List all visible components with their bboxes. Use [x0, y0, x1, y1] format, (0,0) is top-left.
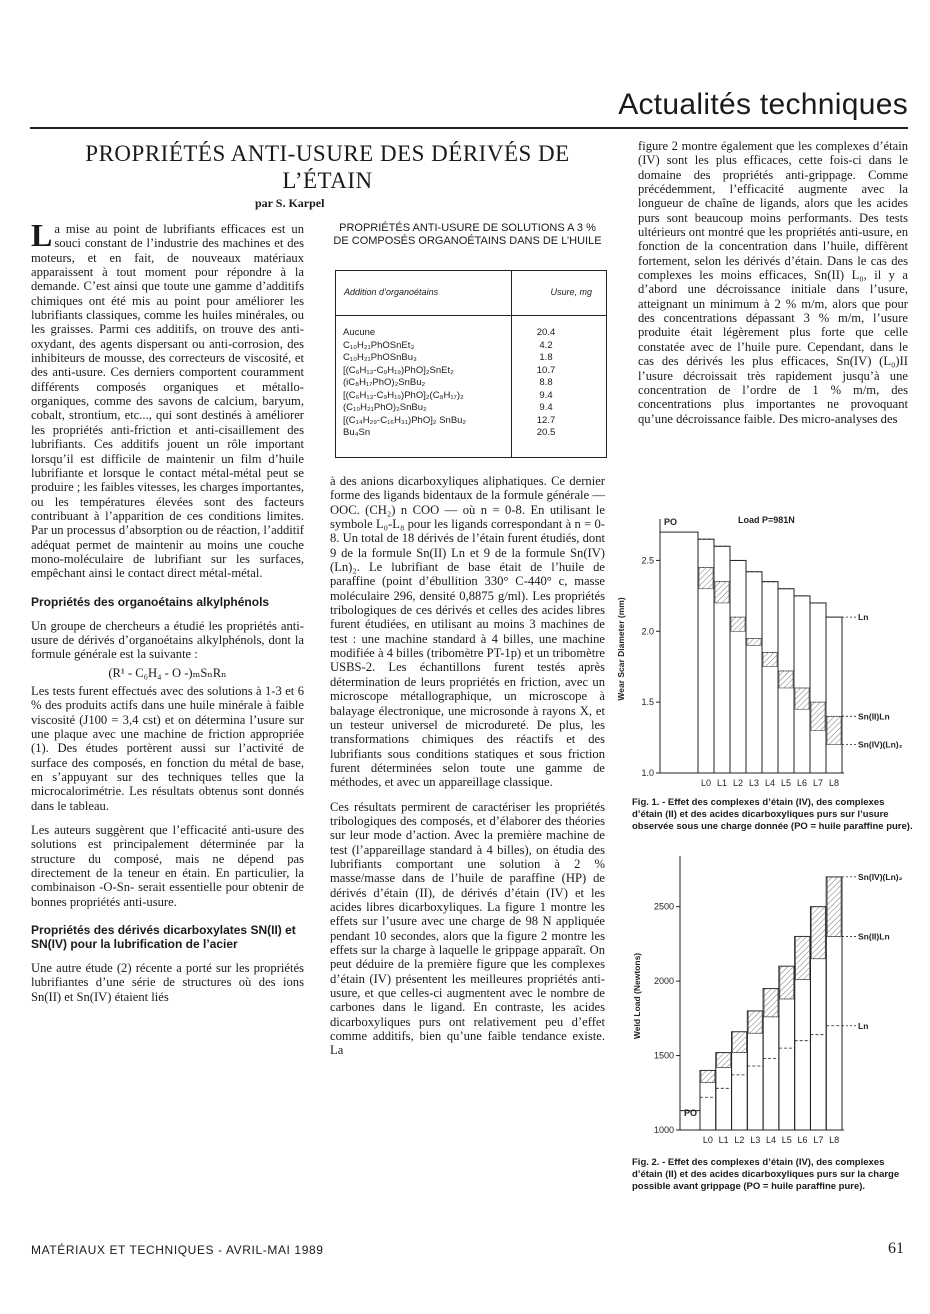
x-tick-label: L2: [734, 1135, 745, 1145]
table-caption: PROPRIÉTÉS ANTI-USURE DE SOLUTIONS A 3 % DE COMPOSÉS ORGANOÉTAINS DANS DE L’HUILE: [333, 222, 602, 247]
x-tick-label: L3: [750, 1135, 761, 1145]
series-label: Ln: [858, 612, 869, 623]
bar-hatched-band: [715, 582, 729, 603]
series-label: Sn(II)Ln: [858, 711, 890, 722]
wear-cell: 8.8: [539, 377, 553, 388]
wear-cell: 1.8: [539, 352, 553, 363]
x-tick-label: L0: [702, 1135, 713, 1145]
y-tick-label: 1000: [653, 1125, 674, 1135]
figure-2: [610, 850, 920, 1220]
table-row: [336, 415, 606, 427]
compound-cell: Aucune: [343, 327, 376, 338]
chart-annotation: Load P=981N: [738, 515, 795, 525]
bar-outline: [810, 603, 826, 773]
bar-outline: [746, 572, 762, 773]
y-tick-label: 1.5: [641, 697, 654, 708]
series-label: Ln: [858, 1020, 869, 1031]
bar-hatched-band: [779, 671, 793, 688]
x-tick-label: L7: [812, 778, 824, 788]
x-tick-label: L7: [813, 1135, 824, 1145]
article-title: PROPRIÉTÉS ANTI-USURE DES DÉRIVÉS DE L’ÉTAIN: [85, 141, 570, 193]
compound-cell: C₁₀H₂₁PhOSnBu₃: [343, 352, 417, 363]
subheading-dicarboxylates: Propriétés des dérivés dicarboxylates SN(II) et SN(IV) pour la lubrification de l’acier: [31, 923, 296, 952]
bar-hatched-band: [733, 1032, 747, 1053]
subheading-alkylphenols: Propriétés des organoétains alkylphénols: [31, 594, 270, 609]
bar-hatched-band: [827, 716, 841, 744]
x-tick-label: L4: [764, 778, 776, 788]
bar-hatched-band: [699, 568, 713, 589]
wear-cell: 20.4: [536, 327, 556, 338]
bar-outline: [762, 582, 778, 773]
wear-cell: 9.4: [539, 402, 553, 413]
compound-cell: Bu₄Sn: [343, 427, 371, 438]
table-row: [336, 377, 606, 389]
wear-table: [335, 270, 607, 458]
table-row: [336, 340, 606, 352]
table-row: [336, 427, 606, 439]
figure-2-caption: Fig. 2. - Effet des complexes d’étain (IV), des complexes d’étain (II) et des acides dicarboxyliques purs sur la charge possible avant grippage (PO = huile paraffine pure).: [632, 1157, 900, 1192]
paragraph: Ces résultats permirent de caractériser les propriétés tribologiques des composés, et d’élaborer des théories sur leur mode d’action. Avec la première machine de test (l’appareillage standard à 4 billes), on étudia des lubrifiants comportant une solution à 2 % masse/masse dans de l’huile de paraffine (HP) de dérivés d’étain (II), de dérivés d’étain (IV) et les acides libres dicarboxyliques. La figure 1 montre les effets sur l’usure avec une charge de 98 N appliquée pendant 10 secondes, alors que la figure 2 montre les effets sur la charge à laquelle le grippage apparaît. On peut déduire de la première figure que les complexes d’étain (IV) présentent les meilleures propriétés anti-usure, et que celles-ci augmentent avec le nombre de carbones dans le ligand. En contraste, les acides dicarboxyliques purs ont relativement peu d’effet comme additifs, bien qu’une faible tendance existe. La: [330, 799, 605, 1058]
compound-cell: (C₁₀H₂₁PhO)₂SnBu₂: [343, 402, 427, 413]
x-tick-label: L0: [700, 778, 712, 788]
figure-1-chart: [610, 505, 920, 795]
bar-hatched-band: [827, 877, 841, 937]
baseline-label: PO: [664, 517, 678, 527]
compound-cell: (iC₈H₁₇PhO)₂SnBu₂: [343, 377, 426, 388]
figure-1-caption: Fig. 1. - Effet des complexes d’étain (IV), des complexes d’étain (II) et des acides dicarboxyliques purs sur l’usure observée sous une charge donnée (PO = huile paraffine pure).: [632, 797, 913, 832]
section-header: Actualités techniques: [618, 88, 908, 121]
y-axis-label: Wear Scar Diameter (mm): [616, 597, 626, 701]
baseline-box: [660, 532, 698, 773]
x-tick-label: L1: [718, 1135, 729, 1145]
figure-1: [610, 505, 920, 835]
bar-hatched-band: [796, 936, 810, 979]
bar-outline: [794, 596, 810, 773]
bar-hatched-band: [811, 702, 825, 730]
column-1: [31, 217, 304, 1014]
x-tick-label: L6: [796, 778, 808, 788]
baseline-label: PO: [684, 1108, 698, 1118]
wear-cell: 10.7: [536, 364, 556, 376]
table-header: [336, 271, 606, 316]
bar-hatched-band: [763, 653, 777, 667]
paragraph: figure 2 montre également que les complexes d’étain (IV) sont les plus efficaces, cette fois-ci dans le domaine des propriétés anti-grippage. Comme précédemment, l’efficacité augmente avec la longueur de chaîne de ligands, alors que les acides purs sont beaucoup moins performants. Des tests ultérieurs ont montré que les propriétés anti-usure, en fonction de la concentration dans l’huile, diffèrent fortement, selon les dérivés d’étain. Dans le cas des complexes les moins efficaces, Sn(II) L₀, il y a d’abord une décroissance initiale dans l’usure, atteignant un minimum à 2 % m/m, alors que pour des concentrations dépassant 3 % m/m, l’usure produite était légèrement plus forte que celle constatée avec de l’huile pure. Cependant, dans le cas des dérivés les plus efficaces, Sn(IV) (L₀)II l’usure décroissait très rapidement jusqu’à une concentration de l’ordre de 1 % m/m, des concentrations plus importantes ne provoquant qu’une décroissance faible. Des micro-analyses des: [638, 139, 908, 426]
bar-hatched-band: [764, 989, 778, 1017]
table-header-compound: Addition d’organoétains: [344, 287, 439, 297]
x-tick-label: L8: [828, 778, 840, 788]
y-tick-label: 2.5: [641, 555, 654, 566]
bar-hatched-band: [811, 907, 825, 959]
figure-2-chart: [610, 850, 920, 1155]
x-tick-label: L8: [829, 1135, 840, 1145]
x-tick-label: L5: [781, 1135, 792, 1145]
column-3: [638, 139, 908, 436]
drop-cap: L: [31, 217, 53, 253]
wear-cell: 9.4: [539, 389, 553, 401]
table-row: [336, 402, 606, 414]
y-tick-label: 1500: [653, 1050, 674, 1061]
bar-hatched-band: [717, 1053, 731, 1068]
wear-cell: 4.2: [539, 339, 553, 351]
x-tick-label: L5: [780, 778, 792, 788]
byline: par S. Karpel: [255, 196, 325, 210]
compound-cell: [(C₁₄H₂₉-C₁₆H₃₁)PhO]₂ SnBu₂: [343, 414, 467, 426]
bar-hatched-band: [701, 1070, 715, 1082]
wear-cell: 20.5: [536, 427, 556, 438]
y-tick-label: 2000: [653, 976, 674, 987]
y-tick-label: 1.0: [641, 768, 654, 778]
bar-outline: [714, 546, 730, 773]
chemical-formula: (R¹ - C₆H₄ - O -)ₘSₙRₙ: [108, 665, 227, 680]
footer-journal: MATÉRIAUX ET TECHNIQUES - AVRIL-MAI 1989: [31, 1243, 324, 1257]
y-tick-label: 2500: [653, 901, 674, 912]
x-tick-label: L4: [765, 1135, 777, 1145]
bar-hatched-band: [747, 638, 761, 645]
series-label: Sn(II)Ln: [858, 931, 890, 942]
y-tick-label: 2.0: [641, 626, 654, 637]
x-tick-label: L6: [797, 1135, 808, 1145]
bar-hatched-band: [731, 617, 745, 631]
bar-hatched-band: [795, 688, 809, 709]
table-header-wear: Usure, mg: [550, 287, 592, 297]
table-row: [336, 327, 606, 339]
y-axis-label: Weld Load (Newtons): [632, 952, 642, 1040]
paragraph: Les tests furent effectués avec des solutions à 1-3 et 6 % des produits actifs dans une huile minérale à faible viscosité (J100 = 3,4 cst) et on détermina l’usure sur une plaque avec une machine de friction appropriée (1). Des études portèrent aussi sur l’activité de surface des composés, en fonction du métal de base, en s’appuyant sur des techniques telles que la microcalorimétrie. Les résultats obtenus sont donnés dans le tableau.: [31, 683, 304, 813]
compound-cell: [(C₆H₁₃-C₉H₁₉)PhO]₂SnEt₂: [343, 364, 454, 376]
table-row: [336, 365, 606, 377]
page-number: 61: [888, 1240, 904, 1257]
x-tick-label: L2: [732, 778, 744, 788]
x-tick-label: L3: [748, 778, 760, 788]
paragraph: Un groupe de chercheurs a étudié les propriétés anti-usure de dérivés d’organoétains alkylphénols, dont la formule générale est la suivante :: [31, 618, 304, 662]
bar-outline: [826, 617, 842, 773]
series-label: Sn(IV)(Ln)₂: [858, 739, 903, 750]
series-label: Sn(IV)(Ln)₂: [858, 871, 903, 882]
compound-cell: [(C₆H₁₃-C₉H₁₉)PhO]₂(C₈H₁₇)₂: [343, 389, 464, 401]
table-row: [336, 352, 606, 364]
x-tick-label: L1: [716, 778, 728, 788]
wear-cell: 12.7: [536, 414, 556, 426]
compound-cell: C₁₀H₂₁PhOSnEt₃: [343, 339, 415, 351]
column-2: [330, 474, 605, 1068]
bar-hatched-band: [780, 966, 794, 999]
header-rule: [30, 127, 908, 129]
bar-outline: [730, 560, 746, 773]
intro-paragraph: La mise au point de lubrifiants efficaces est un souci constant de l’industrie des machines et des moteurs, et en fait, de nouveaux matériaux apparaissent à tout moment pour répondre à la demande. C’est ainsi que toute une gamme d’additifs chimiques ont été mis au point pour améliorer les lubrifiants classiques, comme les huiles minérales, ou les graisses. Parmi ces additifs, on trouve des anti-oxydant, des agents dispersant ou anti-corrosion, des inhibiteurs de mousse, des correcteurs de viscosité, et des anti-usure. Ces derniers comportent couramment différents composés organiques et métallo-organiques, comme des savons de calcium, baryum, cobalt, strontium, etc..., qui sont destinés à améliorer les propriétés anti-friction et anti-cisaillement des lubrifiants. Ces additifs jouent un rôle important lorsqu’il est difficile de maintenir un film d’huile lubrifiante et lorsque le contact métal-métal peut se produire ; les faibles vitesses, les charges importantes, ou les températures élevées sont des facteurs contribuant à l’apparition de ces conditions limites. Par un processus d’absorption ou de réaction, l’additif adéquat permet de maintenir au moins une couche mono-moléculaire de lubrifiant sur les surfaces, empêchant ainsi le contact direct métal-métal.: [31, 217, 304, 581]
paragraph: Les auteurs suggèrent que l’efficacité anti-usure des solutions est principalement déterminée par la structure du composé, mais ne dépend pas directement de la teneur en étain. En particulier, la combinaison -O-Sn- serait essentielle pour obtenir de bonnes propriétés anti-usure.: [31, 823, 304, 909]
bar-hatched-band: [748, 1011, 762, 1033]
paragraph: Une autre étude (2) récente a porté sur les propriétés lubrifiantes d’une série de structures où des ions Sn(II) et Sn(IV) étaient liés: [31, 961, 304, 1004]
table-row: [336, 390, 606, 402]
paragraph: à des anions dicarboxyliques aliphatiques. Ce dernier forme des ligands bidentaux de la formule générale — OOC. (CH₂) n COO — où n = 0-8. En utilisant le symbole L₀-L₈ pour les ligands correspondant à n = 0-8. Un total de 18 dérivés de l’étain furent étudiés, dont 9 de la formule Sn(II) Ln et 9 de la formule Sn(IV) (Ln)₂. Le lubrifiant de base était de l’huile de paraffine (point d’ébullition 330° C-440° c, masse moléculaire 296, densité 0,8875 g/ml). Les propriétés tribologiques de ces dérivés et celles des acides libres furent étudiées, en utilisant au moins 3 machines de test : une machine standard à 4 billes, une machine modifiée à 4 billes (tribomètre PT-1p) et un tribomètre USBS-2. Les échantillons furent testés après détermination de leurs propriétés en friction, avec un microscope métallographique, un microscope à balayage électronique, une microsonde à rayons X, et un testeur universel de microdureté. De plus, les transformations chimiques des réactifs et des lubrifiants sous conditions statiques et sous friction furent déterminées selon toute une gamme de méthodes, et avec un appareillage classique.: [330, 474, 605, 790]
